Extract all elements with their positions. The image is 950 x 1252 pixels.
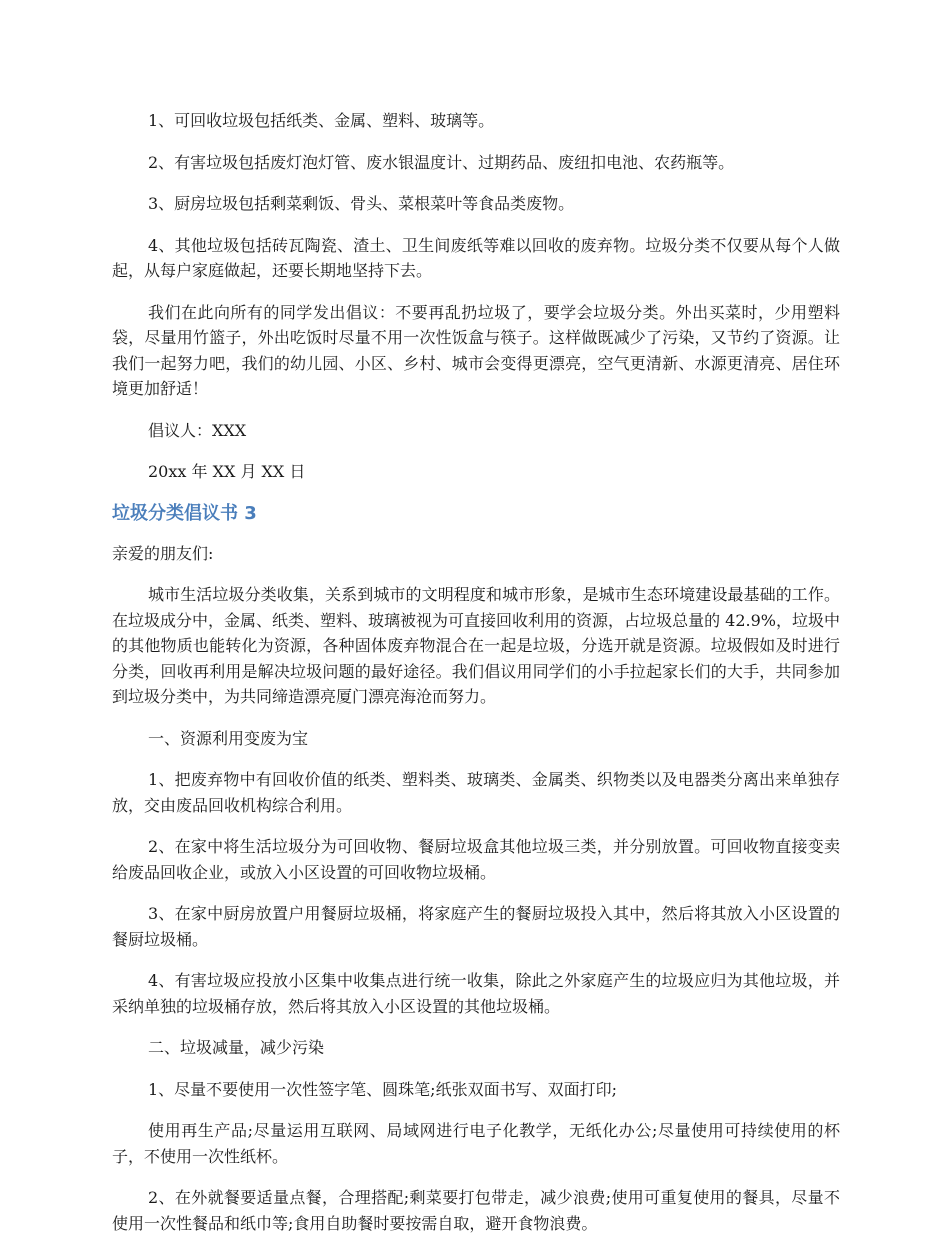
date-line: 20xx 年 XX 月 XX 日 xyxy=(148,462,306,481)
paragraph-recycled-products: 使用再生产品;尽量运用互联网、局域网进行电子化教学，无纸化办公;尽量使用可持续使用的杯子，不使用一次性纸杯。 xyxy=(112,1121,840,1166)
paragraph-pens-paper: 1、尽量不要使用一次性签字笔、圆珠笔;纸张双面书写、双面打印; xyxy=(148,1079,617,1099)
document-page xyxy=(112,108,840,1252)
paragraph-kitchen: 3、厨房垃圾包括剩菜剩饭、骨头、菜根菜叶等食品类废物。 xyxy=(148,194,575,213)
subheading-reduce-waste: 二、垃圾减量，减少污染 xyxy=(148,1038,325,1057)
subheading-resource-reuse: 一、资源利用变废为宝 xyxy=(148,728,309,748)
paragraph-home-sorting: 2、在家中将生活垃圾分为可回收物、餐厨垃圾盒其他垃圾三类，并分别放置。可回收物直接变卖给废品回收企业，或放入小区设置的可回收物垃圾桶。 xyxy=(112,837,840,882)
salutation: 亲爱的朋友们: xyxy=(112,543,214,563)
paragraph-proposal: 我们在此向所有的同学发出倡议：不要再乱扔垃圾了，要学会垃圾分类。外出买菜时，少用塑料袋，尽量用竹篮子，外出吃饭时尽量不用一次性饭盒与筷子。这样做既减少了污染，又节约了资源。让我们一起努力吧，我们的幼儿园、小区、乡村、城市会变得更漂亮，空气更清新、水源更清亮、居住环境更加舒适！ xyxy=(112,302,840,398)
paragraph-other-waste: 4、其他垃圾包括砖瓦陶瓷、渣土、卫生间废纸等难以回收的废弃物。垃圾分类不仅要从每个人做起，从每户家庭做起，还要长期地坚持下去。 xyxy=(112,235,840,280)
paragraph-recyclable: 1、可回收垃圾包括纸类、金属、塑料、玻璃等。 xyxy=(148,111,495,130)
paragraph-kitchen-bin: 3、在家中厨房放置户用餐厨垃圾桶，将家庭产生的餐厨垃圾投入其中，然后将其放入小区设置的餐厨垃圾桶。 xyxy=(112,904,840,949)
paragraph-dining: 2、在外就餐要适量点餐，合理搭配;剩菜要打包带走，减少浪费;使用可重复使用的餐具，尽量不使用一次性餐品和纸巾等;食用自助餐时要按需自取，避开食物浪费。 xyxy=(112,1188,840,1233)
paragraph-intro: 城市生活垃圾分类收集，关系到城市的文明程度和城市形象，是城市生态环境建设最基础的工作。在垃圾成分中，金属、纸类、塑料、玻璃被视为可直接回收利用的资源，占垃圾总量的 42.9%，垃圾中的其他物质也能转化为资源，各种固体废弃物混合在一起是垃圾，分选开就是资源。垃圾假如及时进行分类，回收再利用是解决垃圾问题的最好途径。我们倡议用同学们的小手拉起家长们的大手，共同参加到垃圾分类中，为共同缔造漂亮厦门漂亮海沧而努力。 xyxy=(112,585,840,706)
paragraph-hazardous: 2、有害垃圾包括废灯泡灯管、废水银温度计、过期药品、废纽扣电池、农药瓶等。 xyxy=(148,152,735,172)
section-heading: 垃圾分类倡议书 3 xyxy=(112,502,257,524)
paragraph-sort-recyclables: 1、把废弃物中有回收价值的纸类、塑料类、玻璃类、金属类、织物类以及电器类分离出来单独存放，交由废品回收机构综合利用。 xyxy=(112,770,840,815)
paragraph-hazardous-collection: 4、有害垃圾应投放小区集中收集点进行统一收集，除此之外家庭产生的垃圾应归为其他垃圾，并采纳单独的垃圾桶存放，然后将其放入小区设置的其他垃圾桶。 xyxy=(112,971,840,1016)
proposer-line: 倡议人：XXX xyxy=(148,420,247,440)
